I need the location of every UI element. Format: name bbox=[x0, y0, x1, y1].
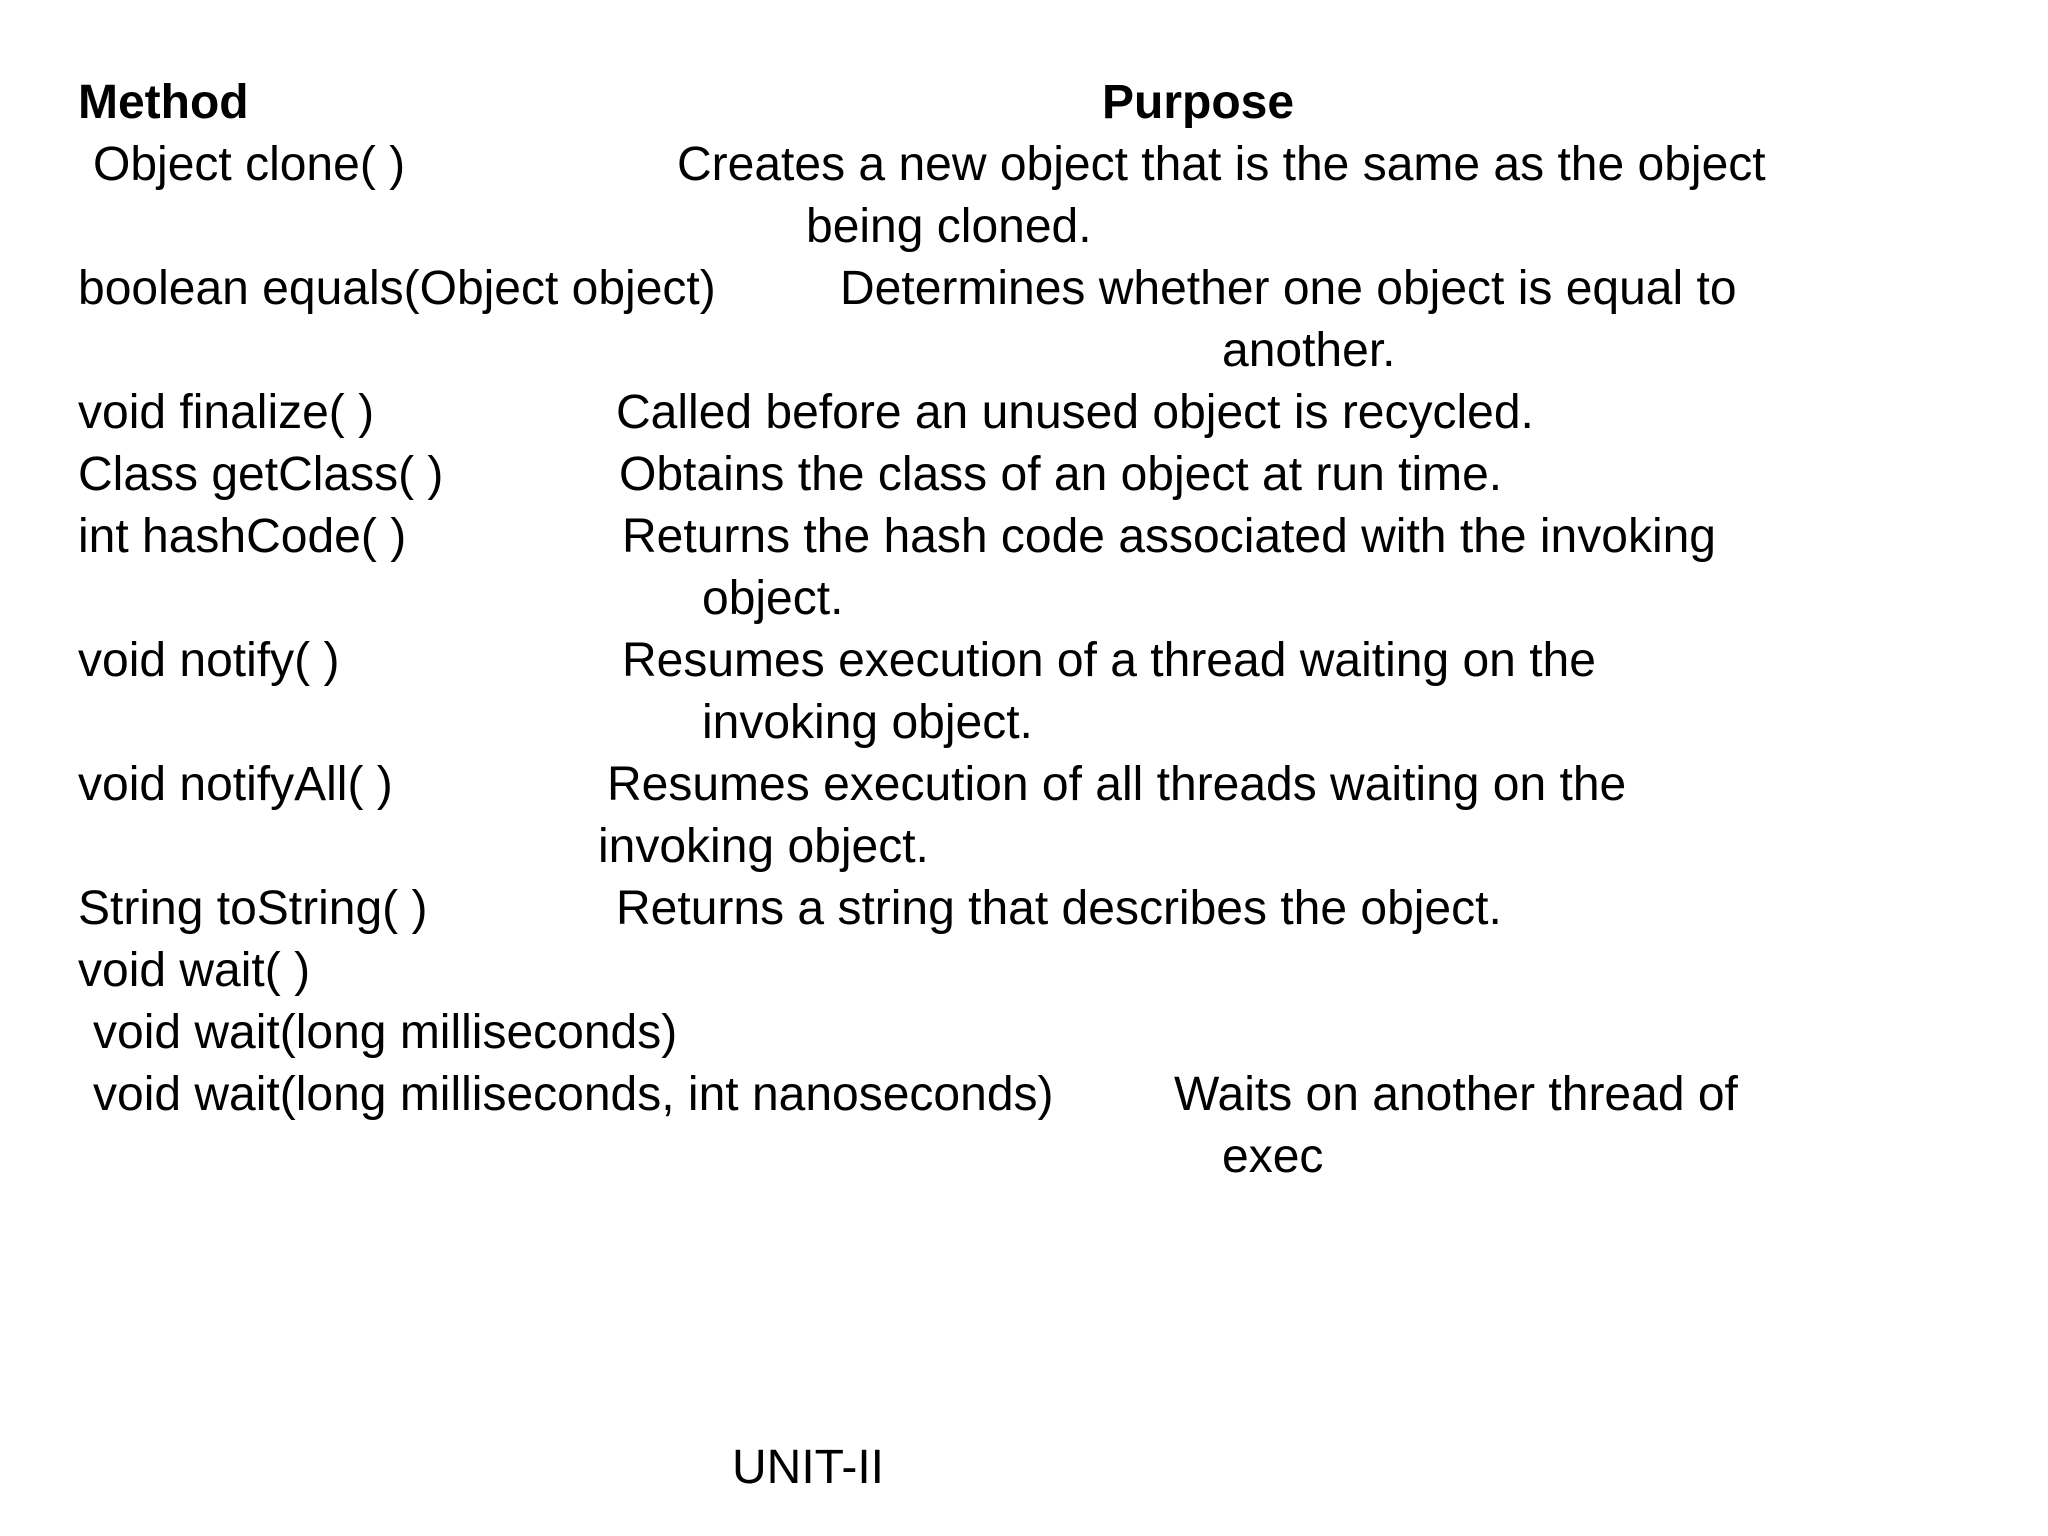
method-equals: boolean equals(Object object) bbox=[78, 262, 716, 315]
purpose-clone-cont: being cloned. bbox=[806, 200, 1092, 253]
method-wait: void wait( ) bbox=[78, 944, 311, 997]
purpose-hashcode-cont: object. bbox=[702, 572, 844, 625]
purpose-hashcode: Returns the hash code associated with the invoking bbox=[622, 510, 1716, 563]
method-wait-millis: void wait(long milliseconds) bbox=[93, 1006, 678, 1059]
purpose-notify: Resumes execution of a thread waiting on the bbox=[622, 634, 1596, 687]
method-finalize: void finalize( ) bbox=[78, 386, 375, 439]
method-clone: Object clone( ) bbox=[93, 138, 406, 191]
purpose-equals: Determines whether one object is equal to bbox=[840, 262, 1737, 315]
purpose-clone: Creates a new object that is the same as the object bbox=[677, 138, 1766, 191]
column-header-purpose: Purpose bbox=[1102, 76, 1295, 129]
purpose-notifyall-cont: invoking object. bbox=[598, 820, 929, 873]
purpose-finalize: Called before an unused object is recycled. bbox=[616, 386, 1534, 439]
method-hashcode: int hashCode( ) bbox=[78, 510, 407, 563]
unit-footer: UNIT-II bbox=[732, 1441, 884, 1494]
method-wait-millis-nanos: void wait(long milliseconds, int nanoseconds) bbox=[93, 1068, 1054, 1121]
column-header-method: Method bbox=[78, 76, 249, 129]
purpose-notify-cont: invoking object. bbox=[702, 696, 1033, 749]
purpose-getclass: Obtains the class of an object at run time. bbox=[619, 448, 1503, 501]
purpose-notifyall: Resumes execution of all threads waiting on the bbox=[607, 758, 1627, 811]
purpose-tostring: Returns a string that describes the object. bbox=[616, 882, 1502, 935]
method-tostring: String toString( ) bbox=[78, 882, 428, 935]
purpose-equals-cont: another. bbox=[1222, 324, 1396, 377]
method-notify: void notify( ) bbox=[78, 634, 340, 687]
method-notifyall: void notifyAll( ) bbox=[78, 758, 393, 811]
purpose-wait-cont: exec bbox=[1222, 1130, 1324, 1183]
method-getclass: Class getClass( ) bbox=[78, 448, 444, 501]
purpose-wait: Waits on another thread of bbox=[1174, 1068, 1738, 1121]
